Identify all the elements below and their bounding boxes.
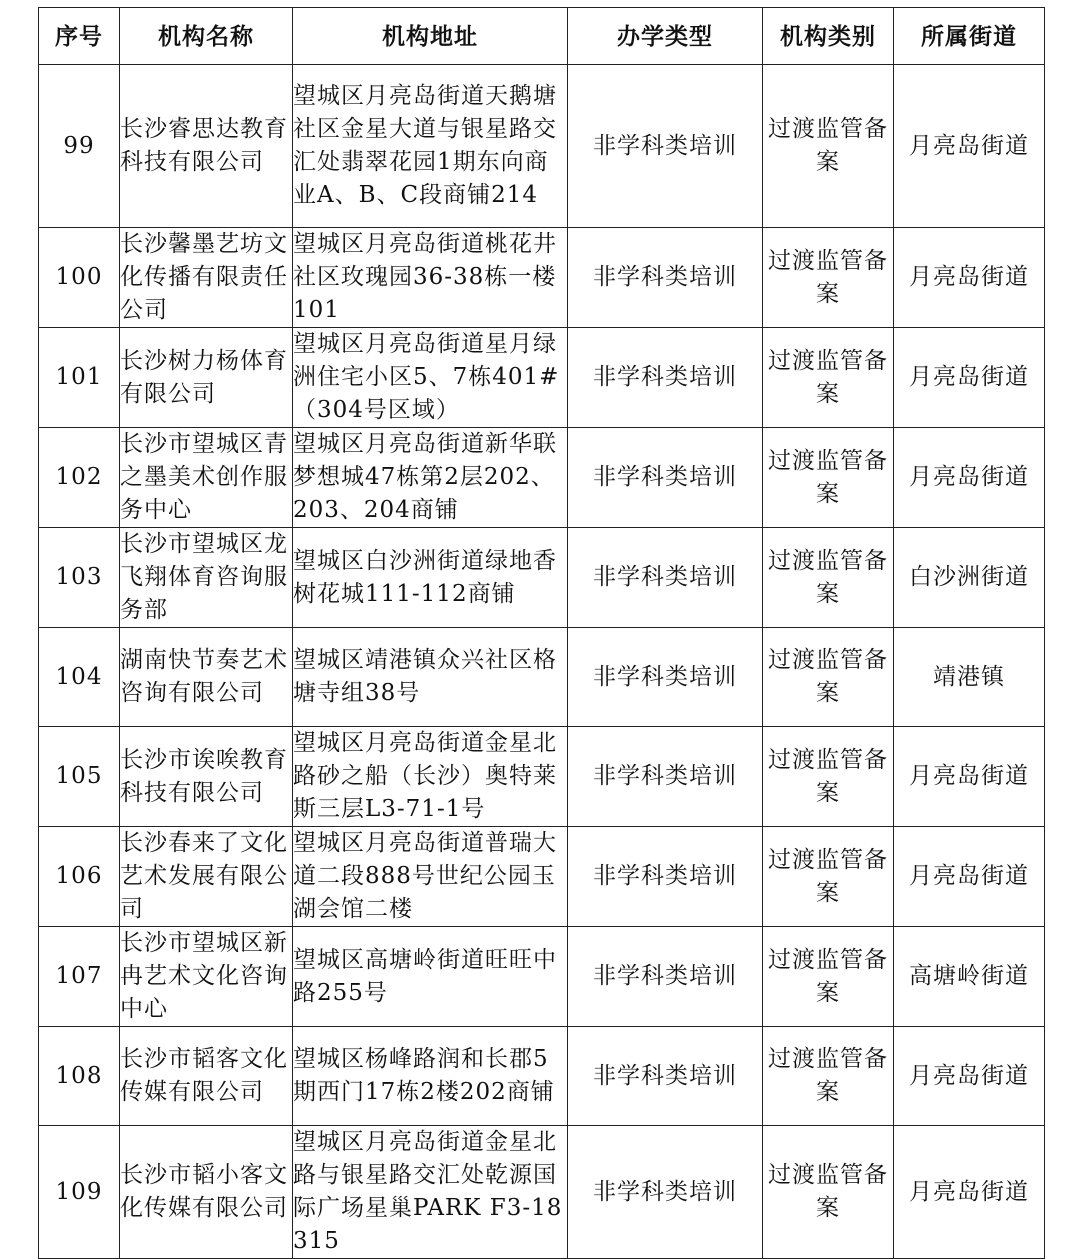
cell-institution-category-text: 过渡监管备案 (768, 647, 888, 706)
cell-school-type-text: 非学科类培训 (593, 663, 737, 690)
cell-street (894, 727, 1045, 827)
table-row (39, 927, 1045, 1027)
cell-institution-name (120, 528, 293, 628)
cell-institution-address-text: 望城区月亮岛街道星月绿洲住宅小区5、7栋401#（304号区域） (293, 331, 560, 423)
cell-institution-address (293, 228, 568, 328)
cell-school-type-text: 非学科类培训 (593, 132, 737, 159)
cell-institution-name (120, 628, 293, 727)
cell-institution-category-text: 过渡监管备案 (768, 547, 888, 607)
cell-school-type-text: 非学科类培训 (593, 564, 737, 590)
cell-institution-name (120, 428, 293, 528)
cell-street (894, 1126, 1045, 1259)
cell-street-text: 靖港镇 (933, 663, 1005, 690)
cell-serial-number (39, 1126, 120, 1259)
cell-school-type-text: 非学科类培训 (593, 264, 737, 290)
cell-institution-address-text: 望城区月亮岛街道金星北路砂之船（长沙）奥特莱斯三层L3-71-1号 (293, 730, 557, 822)
cell-street (894, 65, 1045, 228)
cell-school-type (568, 727, 763, 827)
header-serial-number: 序号 (39, 8, 120, 65)
cell-school-type (568, 528, 763, 628)
cell-institution-address (293, 528, 568, 628)
cell-institution-category (763, 328, 894, 428)
table-row (39, 328, 1045, 428)
table-row (39, 428, 1045, 528)
cell-institution-address (293, 1027, 568, 1126)
cell-institution-name-text: 长沙市望城区青之墨美术创作服务中心 (120, 431, 288, 523)
header-institution-name: 机构名称 (120, 8, 293, 65)
cell-institution-category-text: 过渡监管备案 (768, 846, 888, 906)
cell-institution-address-text: 望城区靖港镇众兴社区格塘寺组38号 (293, 647, 557, 706)
cell-institution-category-text: 过渡监管备案 (768, 447, 888, 507)
cell-institution-address (293, 827, 568, 927)
cell-serial-number-text: 108 (55, 1062, 103, 1089)
cell-school-type-text: 非学科类培训 (593, 1178, 737, 1205)
cell-institution-category (763, 65, 894, 228)
cell-institution-name (120, 727, 293, 827)
header-institution-category: 机构类别 (763, 8, 894, 65)
cell-institution-address (293, 428, 568, 528)
cell-institution-category (763, 1126, 894, 1259)
cell-institution-category-text: 过渡监管备案 (768, 1162, 888, 1221)
cell-street-text: 月亮岛街道 (909, 464, 1029, 490)
cell-serial-number (39, 65, 120, 228)
cell-institution-name-text: 长沙睿思达教育科技有限公司 (120, 116, 288, 175)
cell-school-type-text: 非学科类培训 (593, 763, 737, 789)
cell-institution-address-text: 望城区月亮岛街道天鹅塘社区金星大道与银星路交汇处翡翠花园1期东向商业A、B、C段商铺214 (293, 83, 557, 208)
cell-institution-address (293, 927, 568, 1027)
table-row (39, 1126, 1045, 1259)
cell-street (894, 528, 1045, 628)
cell-institution-address-text: 望城区月亮岛街道普瑞大道二段888号世纪公园玉湖会馆二楼 (293, 830, 557, 922)
cell-street (894, 628, 1045, 727)
cell-institution-name (120, 927, 293, 1027)
cell-serial-number-text: 103 (55, 564, 103, 590)
cell-street (894, 927, 1045, 1027)
cell-school-type (568, 628, 763, 727)
cell-institution-category (763, 827, 894, 927)
table-row (39, 65, 1045, 228)
cell-institution-name-text: 长沙市韬客文化传媒有限公司 (120, 1046, 288, 1105)
table-row (39, 727, 1045, 827)
table-row (39, 628, 1045, 727)
cell-institution-address (293, 328, 568, 428)
cell-serial-number-text: 105 (55, 763, 103, 789)
cell-institution-name-text: 长沙市诶唉教育科技有限公司 (120, 746, 288, 806)
cell-street-text: 月亮岛街道 (909, 1062, 1029, 1089)
cell-institution-address (293, 1126, 568, 1259)
cell-serial-number-text: 100 (55, 264, 103, 290)
cell-institution-category (763, 228, 894, 328)
cell-institution-category (763, 428, 894, 528)
cell-school-type (568, 428, 763, 528)
cell-street-text: 月亮岛街道 (909, 132, 1029, 159)
cell-street-text: 月亮岛街道 (909, 763, 1029, 789)
header-school-type: 办学类型 (568, 8, 763, 65)
cell-institution-name-text: 长沙市望城区龙飞翔体育咨询服务部 (120, 531, 288, 623)
table-body (39, 65, 1045, 1259)
cell-institution-category-text: 过渡监管备案 (768, 347, 888, 407)
cell-serial-number (39, 628, 120, 727)
cell-institution-address (293, 65, 568, 228)
cell-institution-name (120, 328, 293, 428)
cell-serial-number-text: 99 (63, 132, 95, 159)
cell-institution-category (763, 1027, 894, 1126)
cell-institution-address-text: 望城区月亮岛街道桃花井社区玫瑰园36-38栋一楼101 (293, 231, 557, 323)
cell-serial-number-text: 107 (55, 963, 103, 989)
cell-institution-category (763, 727, 894, 827)
cell-serial-number (39, 528, 120, 628)
cell-street-text: 白沙洲街道 (909, 564, 1029, 590)
cell-institution-address-text: 望城区杨峰路润和长郡5期西门17栋2楼202商铺 (293, 1046, 555, 1105)
cell-street-text: 高塘岭街道 (909, 963, 1029, 989)
cell-institution-category-text: 过渡监管备案 (768, 746, 888, 806)
cell-serial-number (39, 228, 120, 328)
cell-serial-number (39, 827, 120, 927)
cell-school-type (568, 1126, 763, 1259)
cell-institution-address-text: 望城区白沙洲街道绿地香树花城111-112商铺 (293, 547, 557, 607)
cell-street (894, 1027, 1045, 1126)
cell-school-type (568, 328, 763, 428)
cell-institution-address-text: 望城区月亮岛街道新华联梦想城47栋第2层202、203、204商铺 (293, 431, 557, 523)
cell-school-type (568, 65, 763, 228)
cell-serial-number-text: 104 (55, 663, 103, 690)
cell-institution-name-text: 长沙市望城区新冉艺术文化咨询中心 (120, 930, 288, 1022)
cell-institution-name-text: 长沙馨墨艺坊文化传播有限责任公司 (120, 231, 288, 323)
cell-school-type-text: 非学科类培训 (593, 963, 737, 989)
cell-institution-category (763, 628, 894, 727)
cell-serial-number (39, 727, 120, 827)
cell-institution-name (120, 1027, 293, 1126)
header-institution-address: 机构地址 (293, 8, 568, 65)
cell-school-type-text: 非学科类培训 (593, 1062, 737, 1089)
cell-serial-number-text: 106 (55, 863, 103, 889)
cell-street (894, 328, 1045, 428)
cell-serial-number-text: 102 (55, 464, 103, 490)
cell-institution-name-text: 长沙树力杨体育有限公司 (120, 347, 288, 407)
cell-street-text: 月亮岛街道 (909, 863, 1029, 889)
cell-institution-name-text: 湖南快节奏艺术咨询有限公司 (120, 647, 288, 706)
cell-school-type (568, 827, 763, 927)
institution-table (38, 7, 1045, 1259)
cell-serial-number (39, 1027, 120, 1126)
cell-institution-address-text: 望城区月亮岛街道金星北路与银星路交汇处乾源国际广场星巢PARK F3-18315 (293, 1129, 563, 1254)
cell-institution-category (763, 927, 894, 1027)
cell-institution-name-text: 长沙春来了文化艺术发展有限公司 (120, 830, 288, 922)
cell-institution-category-text: 过渡监管备案 (768, 946, 888, 1006)
cell-institution-name (120, 65, 293, 228)
cell-school-type (568, 228, 763, 328)
cell-institution-name (120, 827, 293, 927)
cell-serial-number-text: 109 (55, 1178, 103, 1205)
cell-institution-category-text: 过渡监管备案 (768, 1046, 888, 1105)
cell-school-type (568, 1027, 763, 1126)
cell-serial-number (39, 428, 120, 528)
cell-street-text: 月亮岛街道 (909, 364, 1029, 390)
cell-street (894, 428, 1045, 528)
cell-school-type-text: 非学科类培训 (593, 364, 737, 390)
table-row (39, 528, 1045, 628)
cell-school-type (568, 927, 763, 1027)
cell-institution-address (293, 727, 568, 827)
cell-institution-address-text: 望城区高塘岭街道旺旺中路255号 (293, 946, 557, 1006)
cell-street (894, 827, 1045, 927)
cell-street-text: 月亮岛街道 (909, 264, 1029, 290)
cell-serial-number-text: 101 (55, 364, 103, 390)
cell-school-type-text: 非学科类培训 (593, 863, 737, 889)
table-header-row (39, 8, 1045, 65)
cell-institution-category-text: 过渡监管备案 (768, 116, 888, 175)
cell-serial-number (39, 328, 120, 428)
table-row (39, 1027, 1045, 1126)
table-row (39, 228, 1045, 328)
cell-institution-address (293, 628, 568, 727)
cell-institution-name (120, 1126, 293, 1259)
cell-institution-name-text: 长沙市韬小客文化传媒有限公司 (120, 1162, 288, 1221)
cell-institution-category (763, 528, 894, 628)
cell-institution-name (120, 228, 293, 328)
cell-street (894, 228, 1045, 328)
header-street: 所属街道 (894, 8, 1045, 65)
cell-street-text: 月亮岛街道 (909, 1178, 1029, 1205)
table-row (39, 827, 1045, 927)
cell-school-type-text: 非学科类培训 (593, 464, 737, 490)
cell-serial-number (39, 927, 120, 1027)
cell-institution-category-text: 过渡监管备案 (768, 247, 888, 307)
